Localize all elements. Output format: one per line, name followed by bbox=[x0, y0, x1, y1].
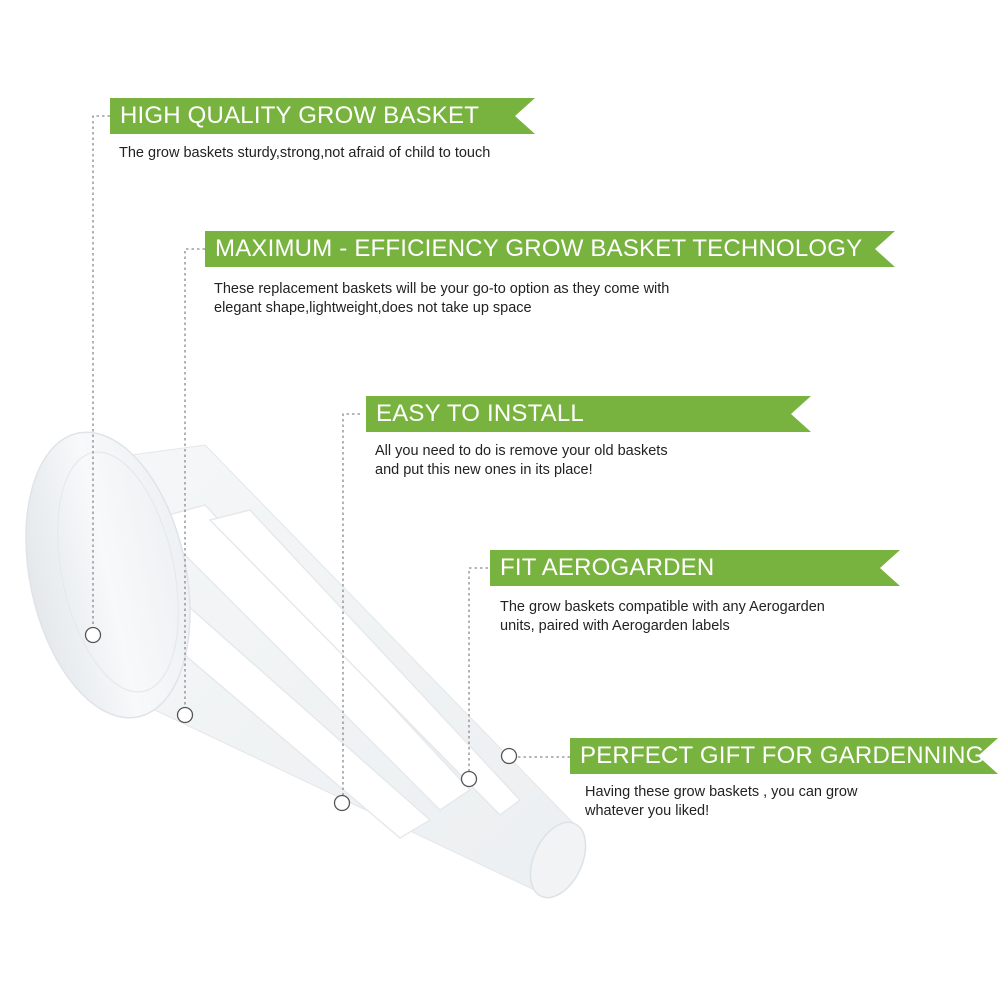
feature-banner-2 bbox=[205, 231, 895, 267]
feature-description-1 bbox=[119, 144, 490, 163]
feature-description-3-line-1: All you need to do is remove your old baskets bbox=[375, 443, 668, 459]
feature-description-2-line-2: elegant shape,lightweight,does not take up space bbox=[214, 300, 532, 316]
anchor-point-1 bbox=[86, 628, 101, 643]
feature-title-1: HIGH QUALITY GROW BASKET bbox=[120, 102, 480, 129]
anchor-point-4 bbox=[462, 772, 477, 787]
anchor-point-2 bbox=[178, 708, 193, 723]
feature-description-4-line-1: The grow baskets compatible with any Aerogarden bbox=[500, 599, 825, 615]
feature-description-4 bbox=[500, 598, 825, 636]
anchor-point-3 bbox=[335, 796, 350, 811]
feature-description-1-line-1: The grow baskets sturdy,strong,not afraid of child to touch bbox=[119, 145, 491, 161]
feature-description-3-line-2: and put this new ones in its place! bbox=[375, 462, 593, 478]
feature-title-5: PERFECT GIFT FOR GARDENNING bbox=[580, 742, 985, 769]
feature-banner-1 bbox=[110, 98, 535, 134]
anchor-point-5 bbox=[502, 749, 517, 764]
feature-title-3: EASY TO INSTALL bbox=[376, 400, 584, 427]
feature-description-2-line-1: These replacement baskets will be your go-to option as they come with bbox=[214, 281, 670, 297]
feature-description-4-line-2: units, paired with Aerogarden labels bbox=[500, 618, 730, 634]
feature-banner-3 bbox=[366, 396, 811, 432]
feature-banner-4 bbox=[490, 550, 900, 586]
feature-title-2: MAXIMUM - EFFICIENCY GROW BASKET TECHNOLOGY bbox=[215, 235, 863, 262]
feature-description-5-line-2: whatever you liked! bbox=[585, 803, 710, 819]
feature-description-5 bbox=[585, 783, 857, 821]
feature-description-5-line-1: Having these grow baskets , you can grow bbox=[585, 784, 858, 800]
feature-title-4: FIT AEROGARDEN bbox=[500, 554, 715, 581]
feature-description-3 bbox=[375, 442, 668, 480]
feature-banner-5 bbox=[570, 738, 998, 774]
feature-description-2 bbox=[214, 280, 669, 318]
